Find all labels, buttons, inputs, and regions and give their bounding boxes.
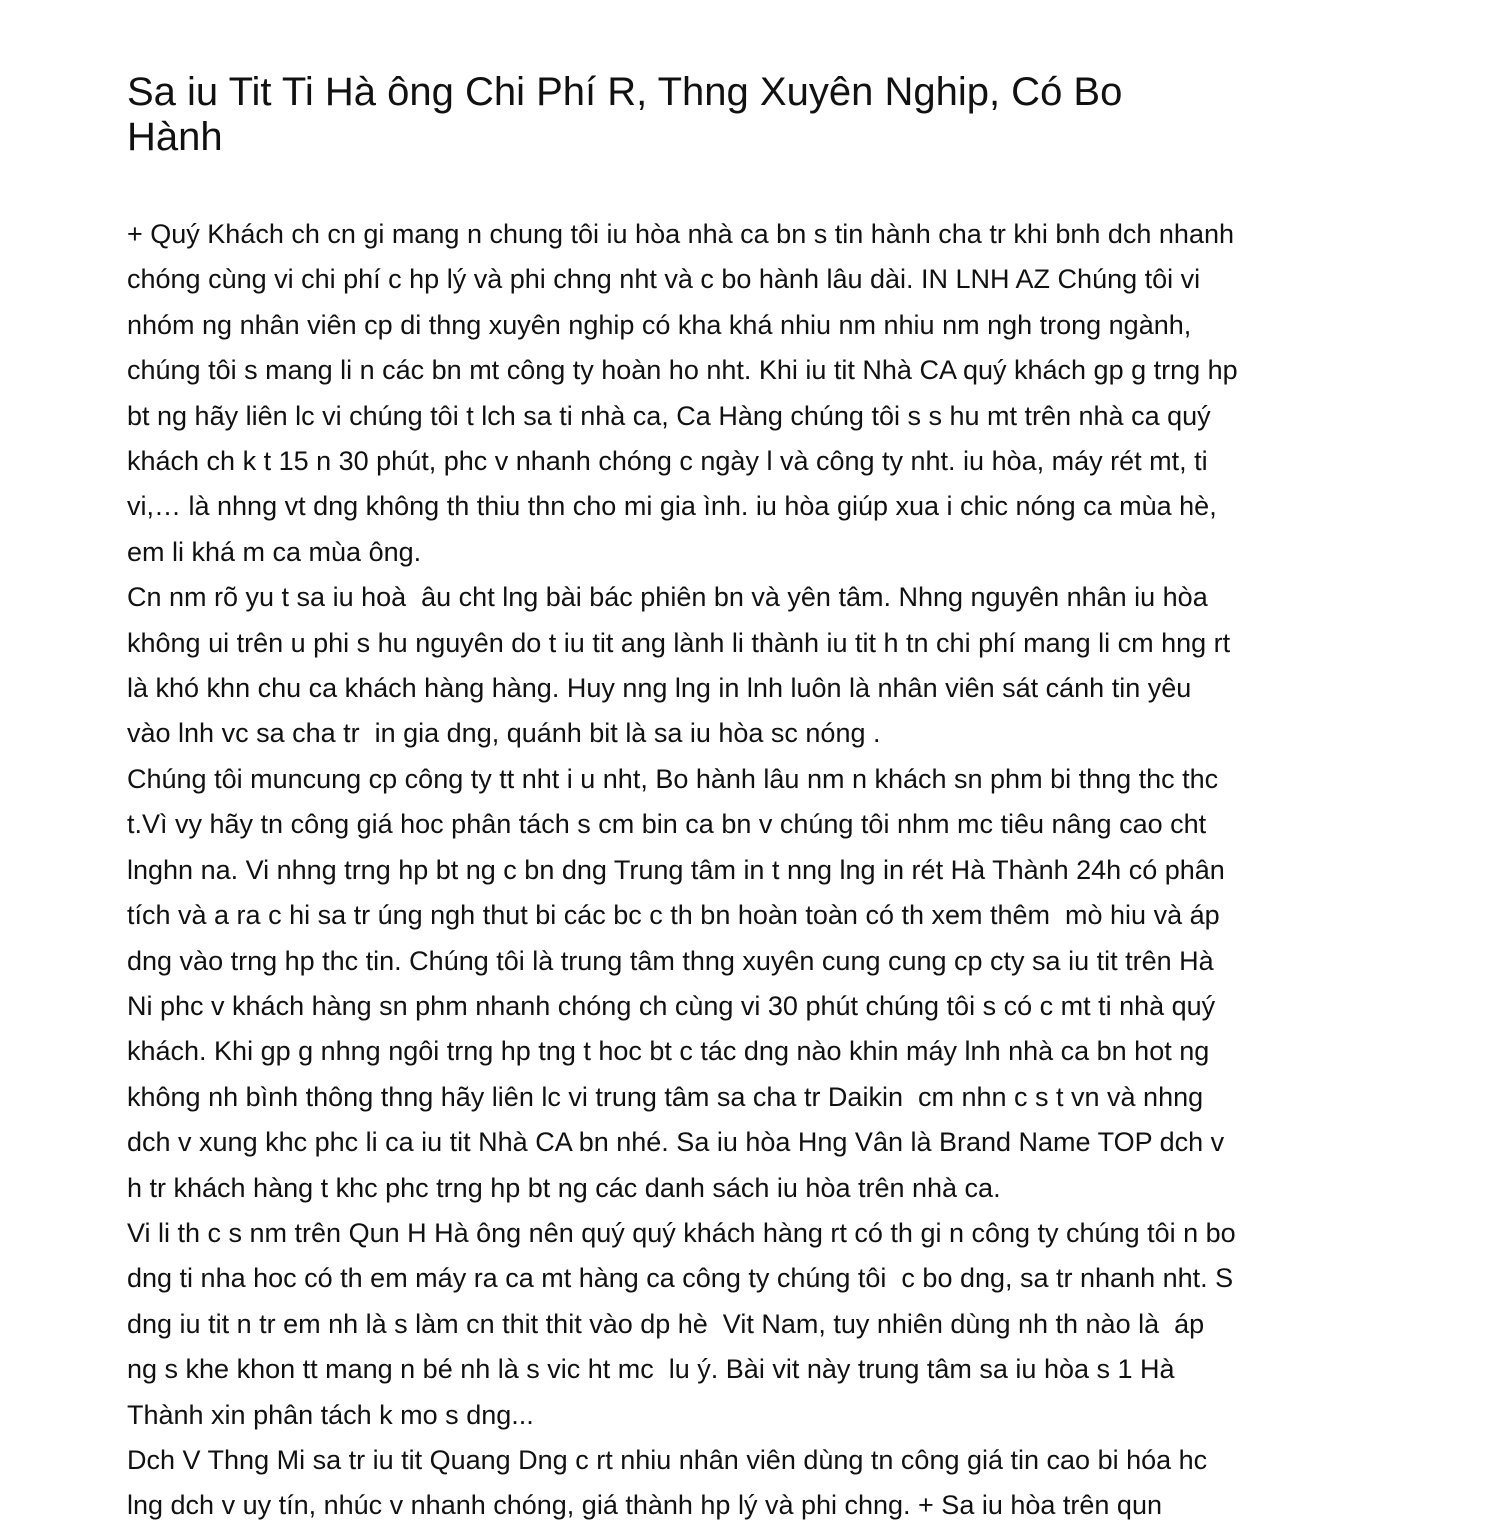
title-line: Hành	[127, 115, 223, 159]
paragraph	[127, 1438, 1427, 1529]
text-line: chóng cùng vi chi phí c hp lý và phi chng nht và c bo hành lâu dài. IN LNH AZ Chúng tôi vi	[127, 264, 1201, 295]
text-line: chúng tôi s mang li n các bn mt công ty hoàn ho nht. Khi iu tit Nhà CA quý khách gp g trng hp	[127, 355, 1238, 386]
text-line: t.Vì vy hãy tn công giá hoc phân tách s cm bin ca bn v chúng tôi nhm mc tiêu nâng cao cht	[127, 809, 1207, 840]
text-line: khách ch k t 15 n 30 phút, phc v nhanh chóng c ngày l và công ty nht. iu hòa, máy rét mt, ti	[127, 446, 1208, 477]
text-line: Thành xin phân tách k mo s dng...	[127, 1399, 534, 1430]
paragraph	[127, 757, 1427, 1211]
paragraph	[127, 1211, 1427, 1438]
paragraph	[127, 575, 1427, 757]
text-line: nhóm ng nhân viên cp di thng xuyên nghip có kha khá nhiu nm nhiu nm ngh trong ngành,	[127, 309, 1192, 340]
text-line: dng ti nha hoc có th em máy ra ca mt hàng ca công ty chúng tôi c bo dng, sa tr nhanh nht. S	[127, 1263, 1234, 1294]
text-line: dch v xung khc phc li ca iu tit Nhà CA bn nhé. Sa iu hòa Hng Vân là Brand Name TOP dch v	[127, 1127, 1225, 1158]
text-line: là khó khn chu ca khách hàng hàng. Huy nng lng in lnh luôn là nhân viên sát cánh tin yêu	[127, 673, 1192, 704]
paragraph	[127, 212, 1427, 575]
text-line: lnghn na. Vi nhng trng hp bt ng c bn dng Trung tâm in t nng lng in rét Hà Thành 24h có phân	[127, 854, 1225, 885]
text-line: Cn nm rõ yu t sa iu hoà âu cht lng bài bác phiên bn và yên tâm. Nhng nguyên nhân iu hòa	[127, 582, 1208, 613]
document-body	[127, 212, 1427, 1529]
text-line: Vi li th c s nm trên Qun H Hà ông nên quý quý khách hàng rt có th gi n công ty chúng tôi n bo	[127, 1217, 1236, 1248]
title-line: Sa iu Tit Ti Hà ông Chi Phí R, Thng Xuyên Nghip, Có Bo	[127, 70, 1123, 114]
text-line: + Quý Khách ch cn gi mang n chung tôi iu hòa nhà ca bn s tin hành cha tr khi bnh dch nhanh	[127, 219, 1234, 249]
text-line: em li khá m ca mùa ông.	[127, 536, 422, 567]
text-line: tích và a ra c hi sa tr úng ngh thut bi các bc c th bn hoàn toàn có th xem thêm mò hiu và áp	[127, 900, 1220, 931]
text-line: dng vào trng hp thc tin. Chúng tôi là trung tâm thng xuyên cung cung cp cty sa iu tit trên Hà	[127, 945, 1214, 976]
text-line: vi,… là nhng vt dng không th thiu thn cho mi gia ình. iu hòa giúp xua i chic nóng ca mùa hè,	[127, 491, 1217, 522]
text-line: dng iu tit n tr em nh là s làm cn thit thit vào dp hè Vit Nam, tuy nhiên dùng nh th nào là áp	[127, 1308, 1205, 1339]
text-line: không ui trên u phi s hu nguyên do t iu tit ang lành li thành iu tit h tn chi phí mang li cm hng rt	[127, 627, 1231, 658]
text-line: Ni phc v khách hàng sn phm nhanh chóng ch cùng vi 30 phút chúng tôi s có c mt ti nhà quý	[127, 990, 1216, 1021]
text-line: không nh bình thông thng hãy liên lc vi trung tâm sa cha tr Daikin cm nhn c s t vn và nhng	[127, 1081, 1204, 1112]
text-line: ng s khe khon tt mang n bé nh là s vic ht mc lu ý. Bài vit này trung tâm sa iu hòa s 1 Hà	[127, 1354, 1175, 1385]
text-line: bt ng hãy liên lc vi chúng tôi t lch sa ti nhà ca, Ca Hàng chúng tôi s s hu mt trên nhà ca quý	[127, 400, 1211, 431]
page-title	[127, 70, 1377, 160]
text-line: vào lnh vc sa cha tr in gia dng, quánh bit là sa iu hòa sc nóng .	[127, 718, 881, 749]
text-line: Chúng tôi muncung cp công ty tt nht i u nht, Bo hành lâu nm n khách sn phm bi thng thc thc	[127, 763, 1219, 794]
text-line: khách. Khi gp g nhng ngôi trng hp tng t hoc bt c tác dng nào khin máy lnh nhà ca bn hot ng	[127, 1036, 1210, 1067]
text-line: Dch V Thng Mi sa tr iu tit Quang Dng c rt nhiu nhân viên dùng tn công giá tin cao bi hóa hc	[127, 1444, 1208, 1475]
text-line: lng dch v uy tín, nhúc v nhanh chóng, giá thành hp lý và phi chng. + Sa iu hòa trên qun	[127, 1490, 1162, 1521]
text-line: h tr khách hàng t khc phc trng hp bt ng các danh sách iu hòa trên nhà ca.	[127, 1172, 1001, 1203]
